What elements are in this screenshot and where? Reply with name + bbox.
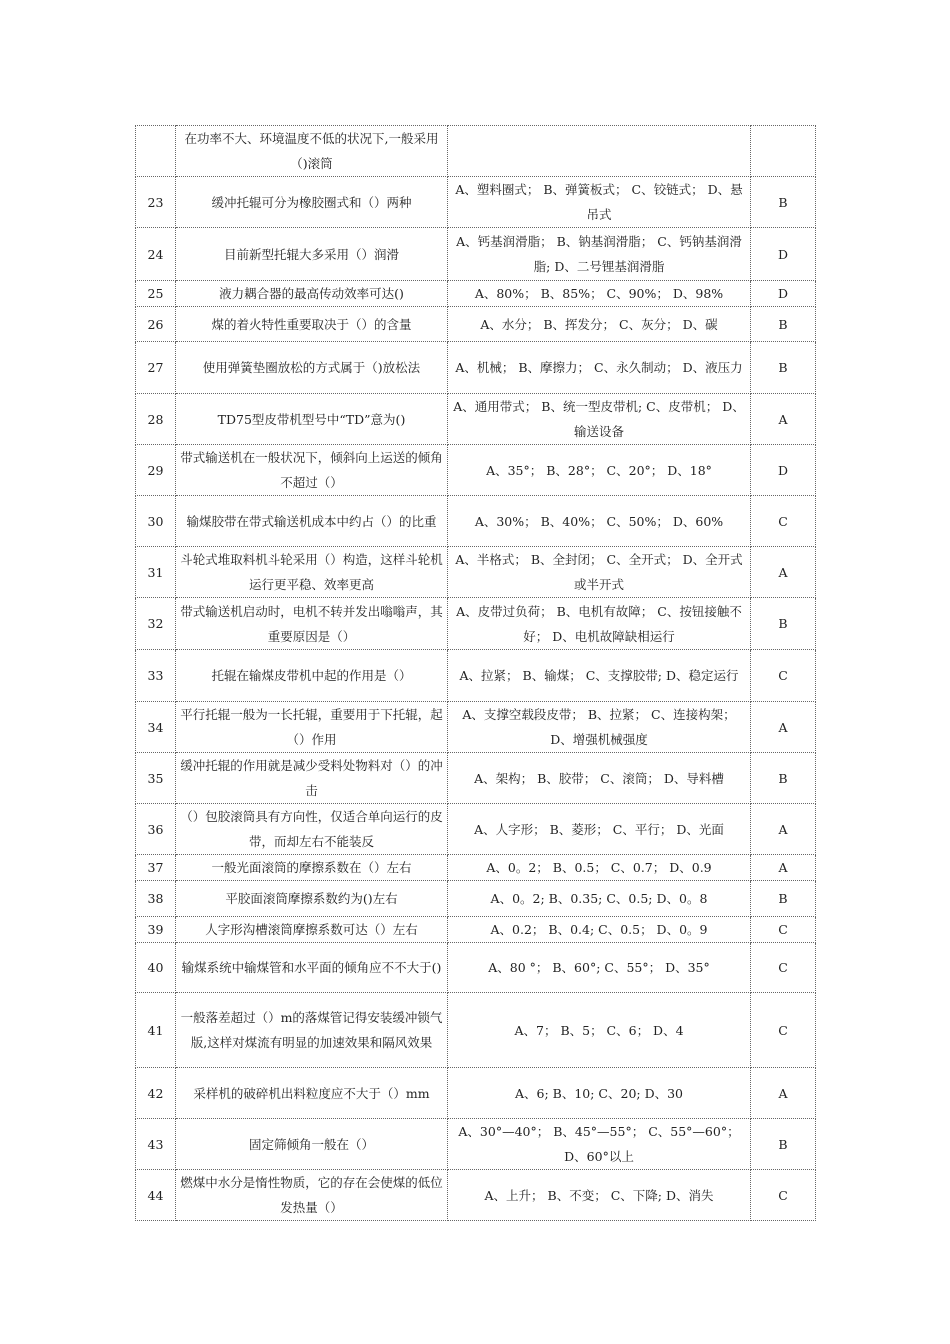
table-row bbox=[136, 228, 816, 281]
table-row bbox=[136, 753, 816, 804]
answer-options: A、塑料圈式； B、弹簧板式； C、铰链式； D、悬吊式 bbox=[448, 177, 751, 228]
answer-options: A、7； B、5； C、6； D、4 bbox=[448, 993, 751, 1068]
answer-options: A、拉紧； B、输煤； C、支撑胶带; D、稳定运行 bbox=[448, 650, 751, 702]
correct-answer: B bbox=[751, 598, 816, 650]
correct-answer: A bbox=[751, 394, 816, 445]
question-number: 39 bbox=[136, 917, 176, 943]
correct-answer: C bbox=[751, 917, 816, 943]
table-row bbox=[136, 1170, 816, 1221]
question-text: 托辊在输煤皮带机中起的作用是（） bbox=[176, 650, 448, 702]
question-text: 带式输送机启动时，电机不转并发出嗡嗡声，其重要原因是（） bbox=[176, 598, 448, 650]
question-text: 平胶面滚筒摩擦系数约为()左右 bbox=[176, 881, 448, 917]
question-text: 目前新型托辊大多采用（）润滑 bbox=[176, 228, 448, 281]
question-number: 26 bbox=[136, 307, 176, 342]
question-text: 输煤胶带在带式输送机成本中约占（）的比重 bbox=[176, 496, 448, 547]
question-table bbox=[135, 125, 816, 1221]
correct-answer: C bbox=[751, 1170, 816, 1221]
question-text: 平行托辊一般为一长托辊，重要用于下托辊，起（）作用 bbox=[176, 702, 448, 753]
question-text: 煤的着火特性重要取决于（）的含量 bbox=[176, 307, 448, 342]
table-row bbox=[136, 394, 816, 445]
answer-options: A、皮带过负荷； B、电机有故障； C、按钮接触不好； D、电机故障缺相运行 bbox=[448, 598, 751, 650]
question-text: 缓冲托辊的作用就是减少受料处物料对（）的冲击 bbox=[176, 753, 448, 804]
table-row bbox=[136, 126, 816, 177]
question-text: 斗轮式堆取料机斗轮采用（）构造，这样斗轮机运行更平稳、效率更高 bbox=[176, 547, 448, 598]
answer-options: A、30°—40°； B、45°—55°； C、55°—60°； D、60°以上 bbox=[448, 1119, 751, 1170]
answer-options: A、支撑空载段皮带； B、拉紧； C、连接构架； D、增强机械强度 bbox=[448, 702, 751, 753]
answer-options: A、水分； B、挥发分； C、灰分； D、碳 bbox=[448, 307, 751, 342]
correct-answer: A bbox=[751, 855, 816, 881]
correct-answer: A bbox=[751, 702, 816, 753]
correct-answer: B bbox=[751, 1119, 816, 1170]
question-text: 燃煤中水分是惰性物质，它的存在会使煤的低位发热量（） bbox=[176, 1170, 448, 1221]
question-text: 输煤系统中输煤管和水平面的倾角应不不大于() bbox=[176, 943, 448, 993]
table-row bbox=[136, 342, 816, 394]
answer-options: A、半格式； B、全封闭； C、全开式； D、全开式或半开式 bbox=[448, 547, 751, 598]
answer-options: A、人字形； B、菱形； C、平行； D、光面 bbox=[448, 804, 751, 855]
correct-answer: B bbox=[751, 177, 816, 228]
table-row bbox=[136, 307, 816, 342]
question-number: 35 bbox=[136, 753, 176, 804]
question-number: 24 bbox=[136, 228, 176, 281]
correct-answer: C bbox=[751, 993, 816, 1068]
correct-answer: B bbox=[751, 342, 816, 394]
correct-answer: C bbox=[751, 943, 816, 993]
question-number: 27 bbox=[136, 342, 176, 394]
answer-options: A、80%； B、85%； C、90%； D、98% bbox=[448, 281, 751, 307]
table-row bbox=[136, 177, 816, 228]
question-number: 36 bbox=[136, 804, 176, 855]
table-row bbox=[136, 496, 816, 547]
table-row bbox=[136, 281, 816, 307]
question-number: 25 bbox=[136, 281, 176, 307]
question-number: 33 bbox=[136, 650, 176, 702]
answer-options bbox=[448, 126, 751, 177]
table-row bbox=[136, 1068, 816, 1119]
answer-options: A、6; B、10; C、20; D、30 bbox=[448, 1068, 751, 1119]
correct-answer: A bbox=[751, 1068, 816, 1119]
question-number: 23 bbox=[136, 177, 176, 228]
answer-options: A、80 °； B、60°; C、55°； D、35° bbox=[448, 943, 751, 993]
table-row bbox=[136, 1119, 816, 1170]
question-number: 30 bbox=[136, 496, 176, 547]
question-text: 带式输送机在一般状况下，倾斜向上运送的倾角不超过（） bbox=[176, 445, 448, 496]
correct-answer: C bbox=[751, 496, 816, 547]
question-number: 29 bbox=[136, 445, 176, 496]
table-row bbox=[136, 917, 816, 943]
correct-answer: D bbox=[751, 281, 816, 307]
table-row bbox=[136, 943, 816, 993]
answer-options: A、通用带式； B、统一型皮带机; C、皮带机； D、输送设备 bbox=[448, 394, 751, 445]
correct-answer: C bbox=[751, 650, 816, 702]
question-text: 一般光面滚筒的摩擦系数在（）左右 bbox=[176, 855, 448, 881]
question-number: 38 bbox=[136, 881, 176, 917]
answer-options: A、0.2； B、0.4; C、0.5； D、0。9 bbox=[448, 917, 751, 943]
correct-answer bbox=[751, 126, 816, 177]
question-text: 采样机的破碎机出料粒度应不大于（）mm bbox=[176, 1068, 448, 1119]
question-text: TD75型皮带机型号中“TD”意为() bbox=[176, 394, 448, 445]
table-row bbox=[136, 598, 816, 650]
table-row bbox=[136, 650, 816, 702]
question-text: 固定筛倾角一般在（） bbox=[176, 1119, 448, 1170]
table-row bbox=[136, 445, 816, 496]
question-number: 32 bbox=[136, 598, 176, 650]
correct-answer: B bbox=[751, 753, 816, 804]
question-number: 31 bbox=[136, 547, 176, 598]
question-text: （）包胶滚筒具有方向性，仅适合单向运行的皮带，而却左右不能装反 bbox=[176, 804, 448, 855]
answer-options: A、钙基润滑脂； B、钠基润滑脂； C、钙钠基润滑脂; D、二号锂基润滑脂 bbox=[448, 228, 751, 281]
answer-options: A、架构； B、胶带； C、滚筒； D、导料槽 bbox=[448, 753, 751, 804]
answer-options: A、机械； B、摩擦力； C、永久制动； D、液压力 bbox=[448, 342, 751, 394]
question-number: 41 bbox=[136, 993, 176, 1068]
question-number: 40 bbox=[136, 943, 176, 993]
table-row bbox=[136, 993, 816, 1068]
table-row bbox=[136, 881, 816, 917]
question-number: 42 bbox=[136, 1068, 176, 1119]
table-row bbox=[136, 547, 816, 598]
table-row bbox=[136, 804, 816, 855]
question-text: 缓冲托辊可分为橡胶圈式和（）两种 bbox=[176, 177, 448, 228]
answer-options: A、0。2; B、0.35; C、0.5; D、0。8 bbox=[448, 881, 751, 917]
question-number: 28 bbox=[136, 394, 176, 445]
answer-options: A、上升； B、不变； C、下降; D、消失 bbox=[448, 1170, 751, 1221]
question-text: 在功率不大、环境温度不低的状况下,一般采用（)滚筒 bbox=[176, 126, 448, 177]
correct-answer: D bbox=[751, 228, 816, 281]
answer-options: A、35°； B、28°； C、20°； D、18° bbox=[448, 445, 751, 496]
correct-answer: B bbox=[751, 307, 816, 342]
table-row bbox=[136, 855, 816, 881]
question-text: 使用弹簧垫圈放松的方式属于（)放松法 bbox=[176, 342, 448, 394]
question-number bbox=[136, 126, 176, 177]
correct-answer: D bbox=[751, 445, 816, 496]
correct-answer: A bbox=[751, 804, 816, 855]
correct-answer: B bbox=[751, 881, 816, 917]
question-number: 43 bbox=[136, 1119, 176, 1170]
question-text: 液力耦合器的最高传动效率可达() bbox=[176, 281, 448, 307]
question-number: 37 bbox=[136, 855, 176, 881]
question-number: 34 bbox=[136, 702, 176, 753]
question-text: 一般落差超过（）m的落煤管记得安装缓冲锁气版,这样对煤流有明显的加速效果和隔风效果 bbox=[176, 993, 448, 1068]
question-number: 44 bbox=[136, 1170, 176, 1221]
answer-options: A、0。2； B、0.5； C、0.7； D、0.9 bbox=[448, 855, 751, 881]
question-text: 人字形沟槽滚筒摩擦系数可达（）左右 bbox=[176, 917, 448, 943]
table-row bbox=[136, 702, 816, 753]
answer-options: A、30%； B、40%； C、50%； D、60% bbox=[448, 496, 751, 547]
correct-answer: A bbox=[751, 547, 816, 598]
